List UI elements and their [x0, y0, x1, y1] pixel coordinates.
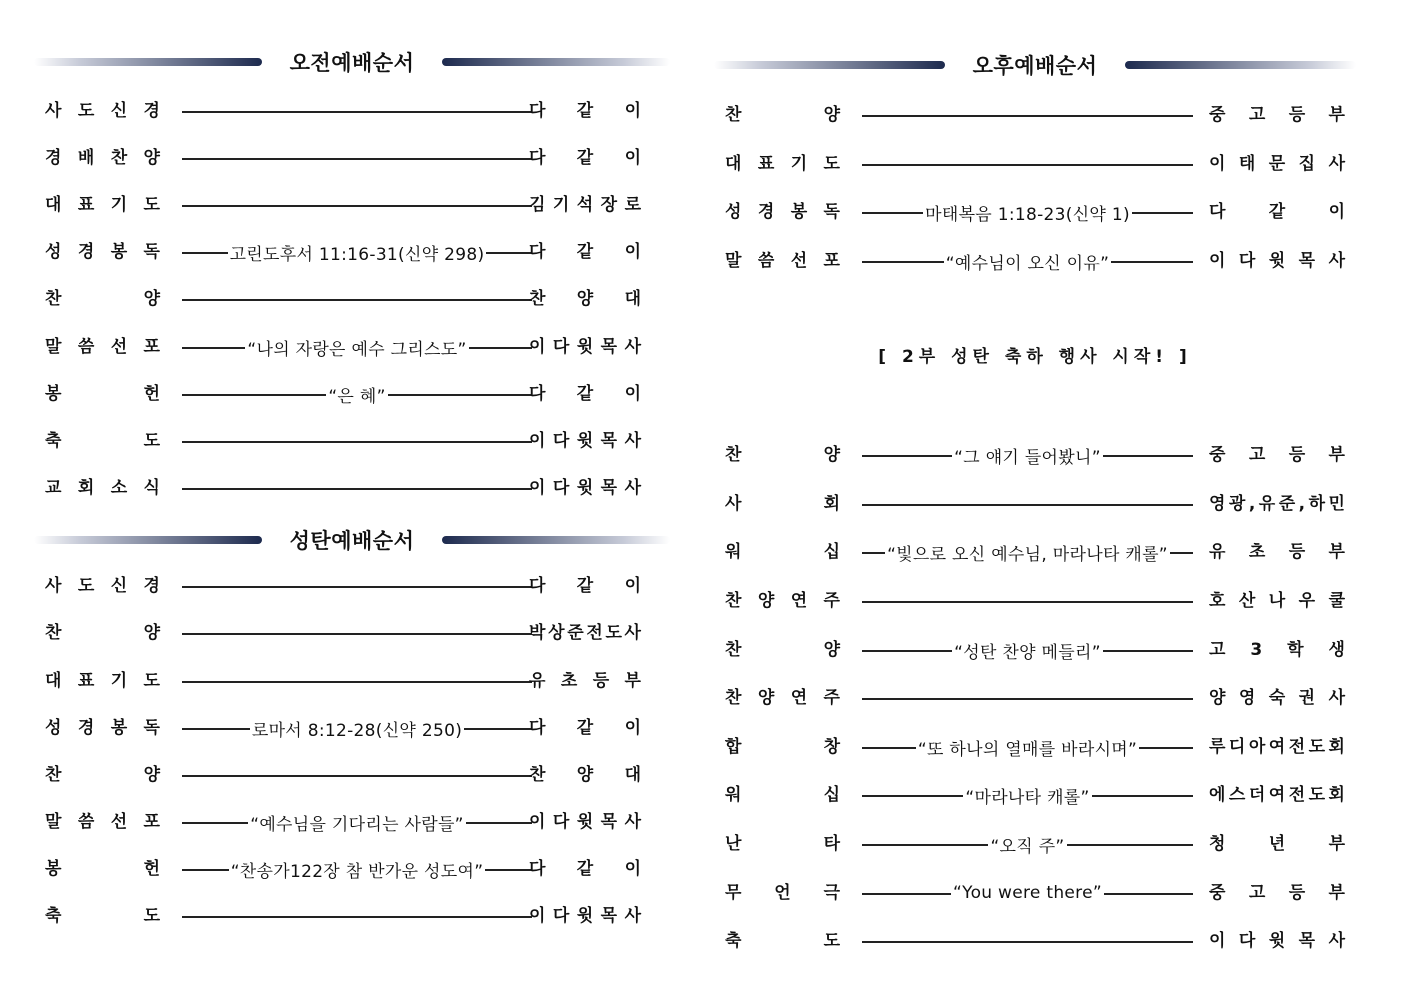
leader-line	[182, 426, 532, 456]
program-item-leader: 박 상 준 전 도 사	[529, 623, 641, 643]
morning-section-title: 오전예배순서	[289, 51, 415, 75]
leader-line-right	[1139, 747, 1193, 749]
program-item-detail: “찬송가122장 참 반가운 성도여”	[230, 861, 484, 882]
program-item-label: 찬 양	[45, 623, 160, 643]
program-item-detail: 고린도후서 11:16-31(신약 298)	[229, 244, 485, 265]
leader-line-left	[182, 681, 532, 683]
program-item-label: 찬 양 연 주	[725, 591, 840, 611]
program-item-leader: 다 같 이	[529, 859, 641, 879]
header-bar-right	[442, 536, 670, 544]
program-item-leader: 고 3 학 생	[1209, 640, 1345, 660]
program-row	[34, 190, 670, 220]
program-item-leader: 중 고 등 부	[1209, 883, 1345, 903]
header-bar-left	[34, 58, 262, 66]
program-row	[34, 284, 670, 314]
program-item-label: 찬 양	[725, 445, 840, 465]
leader-line-left	[862, 164, 1193, 166]
leader-line	[182, 190, 532, 220]
program-item-leader: 에 스 더 여 전 도 회	[1209, 785, 1345, 805]
leader-line-left	[862, 261, 944, 263]
program-item-leader: 다 같 이	[529, 718, 641, 738]
leader-line-left	[182, 205, 532, 207]
program-item-leader: 김 기 석 장 로	[529, 195, 641, 215]
program-item-label: 사 회	[725, 494, 840, 514]
leader-line	[862, 878, 1193, 908]
program-row	[34, 426, 670, 456]
program-row	[714, 635, 1356, 665]
program-item-label: 교 회 소 식	[45, 478, 160, 498]
leader-line	[182, 332, 532, 362]
leader-line	[182, 618, 532, 648]
program-row	[34, 618, 670, 648]
program-row	[714, 246, 1356, 276]
leader-line-right	[1103, 650, 1193, 652]
program-item-leader: 양 영 숙 권 사	[1209, 688, 1345, 708]
program-item-label: 찬 양	[725, 640, 840, 660]
leader-line-left	[862, 747, 916, 749]
program-item-label: 찬 양	[725, 105, 840, 125]
program-item-label: 합 창	[725, 737, 840, 757]
leader-line	[182, 713, 532, 743]
program-item-leader: 중 고 등 부	[1209, 105, 1345, 125]
leader-line-left	[182, 394, 326, 396]
leader-line-right	[485, 869, 532, 871]
program-item-detail: “또 하나의 열매를 바라시며”	[917, 739, 1138, 760]
program-row	[34, 571, 670, 601]
program-item-leader: 찬 양 대	[529, 289, 641, 309]
program-item-detail: 로마서 8:12-28(신약 250)	[251, 720, 463, 741]
program-row	[714, 878, 1356, 908]
program-item-label: 사 도 신 경	[45, 101, 160, 121]
program-item-leader: 찬 양 대	[529, 765, 641, 785]
program-item-detail: “You were there”	[953, 883, 1102, 903]
program-item-detail: “빛으로 오신 예수님, 마라나타 캐롤”	[887, 544, 1168, 565]
leader-line	[862, 586, 1193, 616]
leader-line	[182, 760, 532, 790]
program-row	[714, 100, 1356, 130]
program-item-leader: 이 다 윗 목 사	[529, 337, 641, 357]
program-row	[34, 760, 670, 790]
leader-line-left	[182, 728, 250, 730]
program-item-label: 봉 헌	[45, 859, 160, 879]
program-item-detail: 마태복음 1:18-23(신약 1)	[925, 204, 1130, 225]
program-row	[34, 96, 670, 126]
leader-line	[862, 489, 1193, 519]
program-item-leader: 이 다 윗 목 사	[1209, 931, 1345, 951]
program-item-leader: 이 다 윗 목 사	[529, 812, 641, 832]
program-item-label: 성 경 봉 독	[45, 242, 160, 262]
program-item-leader: 다 같 이	[529, 148, 641, 168]
leader-line-left	[862, 552, 885, 554]
leader-line-left	[862, 893, 951, 895]
program-item-leader: 청 년 부	[1209, 834, 1345, 854]
leader-line	[182, 666, 532, 696]
program-row	[34, 332, 670, 362]
leader-line-left	[862, 795, 963, 797]
leader-line	[182, 237, 532, 267]
program-row	[714, 149, 1356, 179]
program-item-label: 찬 양	[45, 289, 160, 309]
program-item-detail: “은 혜”	[328, 386, 386, 407]
program-item-leader: 이 다 윗 목 사	[529, 431, 641, 451]
morning-section-header	[34, 47, 670, 77]
leader-line	[862, 100, 1193, 130]
program-item-label: 난 타	[725, 834, 840, 854]
program-item-detail: “오직 주”	[990, 836, 1065, 857]
program-item-leader: 호 산 나 우 쿨	[1209, 591, 1345, 611]
program-item-label: 봉 헌	[45, 384, 160, 404]
leader-line	[862, 780, 1193, 810]
second-part-notice: [ 2부 성탄 축하 행사 시작! ]	[878, 347, 1192, 367]
leader-line-right	[469, 347, 532, 349]
program-item-label: 성 경 봉 독	[725, 202, 840, 222]
leader-line	[862, 440, 1193, 470]
program-item-leader: 다 같 이	[529, 101, 641, 121]
leader-line	[182, 473, 532, 503]
leader-line-right	[464, 728, 532, 730]
leader-line-left	[182, 916, 532, 918]
leader-line	[862, 197, 1193, 227]
program-row	[714, 440, 1356, 470]
program-item-leader: 이 다 윗 목 사	[529, 478, 641, 498]
program-row	[714, 732, 1356, 762]
program-item-leader: 다 같 이	[529, 384, 641, 404]
leader-line-right	[1103, 455, 1193, 457]
afternoon-section-header	[714, 50, 1356, 80]
program-row	[714, 780, 1356, 810]
leader-line-left	[182, 633, 532, 635]
program-row	[34, 237, 670, 267]
program-row	[34, 143, 670, 173]
program-item-label: 찬 양	[45, 765, 160, 785]
program-row	[34, 666, 670, 696]
leader-line	[862, 246, 1193, 276]
leader-line-right	[486, 252, 532, 254]
leader-line-right	[388, 394, 532, 396]
program-item-label: 말 씀 선 포	[725, 251, 840, 271]
leader-line-left	[862, 115, 1193, 117]
program-item-label: 말 씀 선 포	[45, 337, 160, 357]
program-row	[34, 379, 670, 409]
program-row	[34, 807, 670, 837]
program-item-label: 대 표 기 도	[725, 154, 840, 174]
leader-line-right	[1067, 844, 1193, 846]
header-bar-right	[442, 58, 670, 66]
leader-line-left	[182, 822, 248, 824]
leader-line	[862, 926, 1193, 956]
header-bar-right	[1125, 61, 1356, 69]
leader-line-right	[1111, 261, 1193, 263]
leader-line-left	[862, 844, 988, 846]
christmas-section-header	[34, 525, 670, 555]
leader-line	[182, 143, 532, 173]
leader-line	[862, 732, 1193, 762]
program-item-detail: “마라나타 캐롤”	[965, 787, 1090, 808]
leader-line	[182, 379, 532, 409]
program-item-leader: 이 다 윗 목 사	[1209, 251, 1345, 271]
program-item-detail: “그 얘기 들어봤니”	[954, 447, 1101, 468]
leader-line-left	[862, 941, 1193, 943]
leader-line	[862, 537, 1193, 567]
program-item-label: 말 씀 선 포	[45, 812, 160, 832]
leader-line-left	[862, 455, 952, 457]
program-item-label: 축 도	[45, 906, 160, 926]
program-item-leader: 이 다 윗 목 사	[529, 906, 641, 926]
program-item-detail: “나의 자랑은 예수 그리스도”	[247, 339, 467, 360]
leader-line-left	[182, 347, 245, 349]
program-item-leader: 이 태 문 집 사	[1209, 154, 1345, 174]
program-row	[714, 829, 1356, 859]
leader-line-right	[1104, 893, 1193, 895]
program-row	[34, 901, 670, 931]
afternoon-section-title: 오후예배순서	[972, 54, 1098, 78]
leader-line-left	[182, 775, 532, 777]
leader-line	[182, 571, 532, 601]
header-bar-left	[34, 536, 262, 544]
leader-line-left	[862, 698, 1193, 700]
leader-line-left	[182, 586, 532, 588]
leader-line	[182, 854, 532, 884]
program-item-label: 축 도	[725, 931, 840, 951]
leader-line-left	[182, 111, 532, 113]
leader-line	[862, 683, 1193, 713]
program-item-leader: 유 초 등 부	[1209, 542, 1345, 562]
program-item-label: 워 십	[725, 785, 840, 805]
program-row	[714, 926, 1356, 956]
header-bar-left	[714, 61, 945, 69]
program-item-label: 성 경 봉 독	[45, 718, 160, 738]
program-item-leader: 루 디 아 여 전 도 회	[1209, 737, 1345, 757]
program-row	[714, 683, 1356, 713]
program-row	[34, 854, 670, 884]
program-item-label: 찬 양 연 주	[725, 688, 840, 708]
program-row	[34, 713, 670, 743]
program-row	[714, 197, 1356, 227]
leader-line	[862, 149, 1193, 179]
christmas-section-title: 성탄예배순서	[289, 529, 415, 553]
leader-line-right	[466, 822, 532, 824]
leader-line-left	[182, 488, 532, 490]
leader-line	[862, 635, 1193, 665]
program-item-label: 대 표 기 도	[45, 195, 160, 215]
program-item-label: 워 십	[725, 542, 840, 562]
program-item-leader: 중 고 등 부	[1209, 445, 1345, 465]
leader-line-left	[182, 158, 532, 160]
leader-line-right	[1132, 212, 1193, 214]
program-item-leader: 다 같 이	[529, 576, 641, 596]
program-item-label: 경 배 찬 양	[45, 148, 160, 168]
leader-line	[182, 96, 532, 126]
leader-line-right	[1092, 795, 1193, 797]
program-item-detail: “예수님이 오신 이유”	[945, 253, 1110, 274]
program-item-label: 사 도 신 경	[45, 576, 160, 596]
program-item-leader: 다 같 이	[529, 242, 641, 262]
program-row	[714, 537, 1356, 567]
program-row	[714, 586, 1356, 616]
leader-line-right	[1170, 552, 1193, 554]
program-row	[34, 473, 670, 503]
leader-line	[182, 901, 532, 931]
leader-line-left	[862, 504, 1193, 506]
leader-line-left	[862, 212, 923, 214]
leader-line	[182, 807, 532, 837]
program-row	[714, 489, 1356, 519]
leader-line-left	[182, 299, 532, 301]
leader-line-left	[862, 650, 952, 652]
leader-line-left	[182, 869, 229, 871]
program-item-leader: 유 초 등 부	[529, 671, 641, 691]
program-item-label: 대 표 기 도	[45, 671, 160, 691]
leader-line-left	[182, 441, 532, 443]
leader-line-left	[862, 601, 1193, 603]
program-item-leader: 영 광 , 유 준 , 하 민	[1209, 494, 1345, 514]
program-item-label: 축 도	[45, 431, 160, 451]
leader-line	[862, 829, 1193, 859]
program-item-label: 무 언 극	[725, 883, 840, 903]
program-item-detail: “예수님을 기다리는 사람들”	[250, 814, 464, 835]
leader-line	[182, 284, 532, 314]
program-item-leader: 다 같 이	[1209, 202, 1345, 222]
leader-line-left	[182, 252, 228, 254]
program-item-detail: “성탄 찬양 메들리”	[954, 642, 1101, 663]
